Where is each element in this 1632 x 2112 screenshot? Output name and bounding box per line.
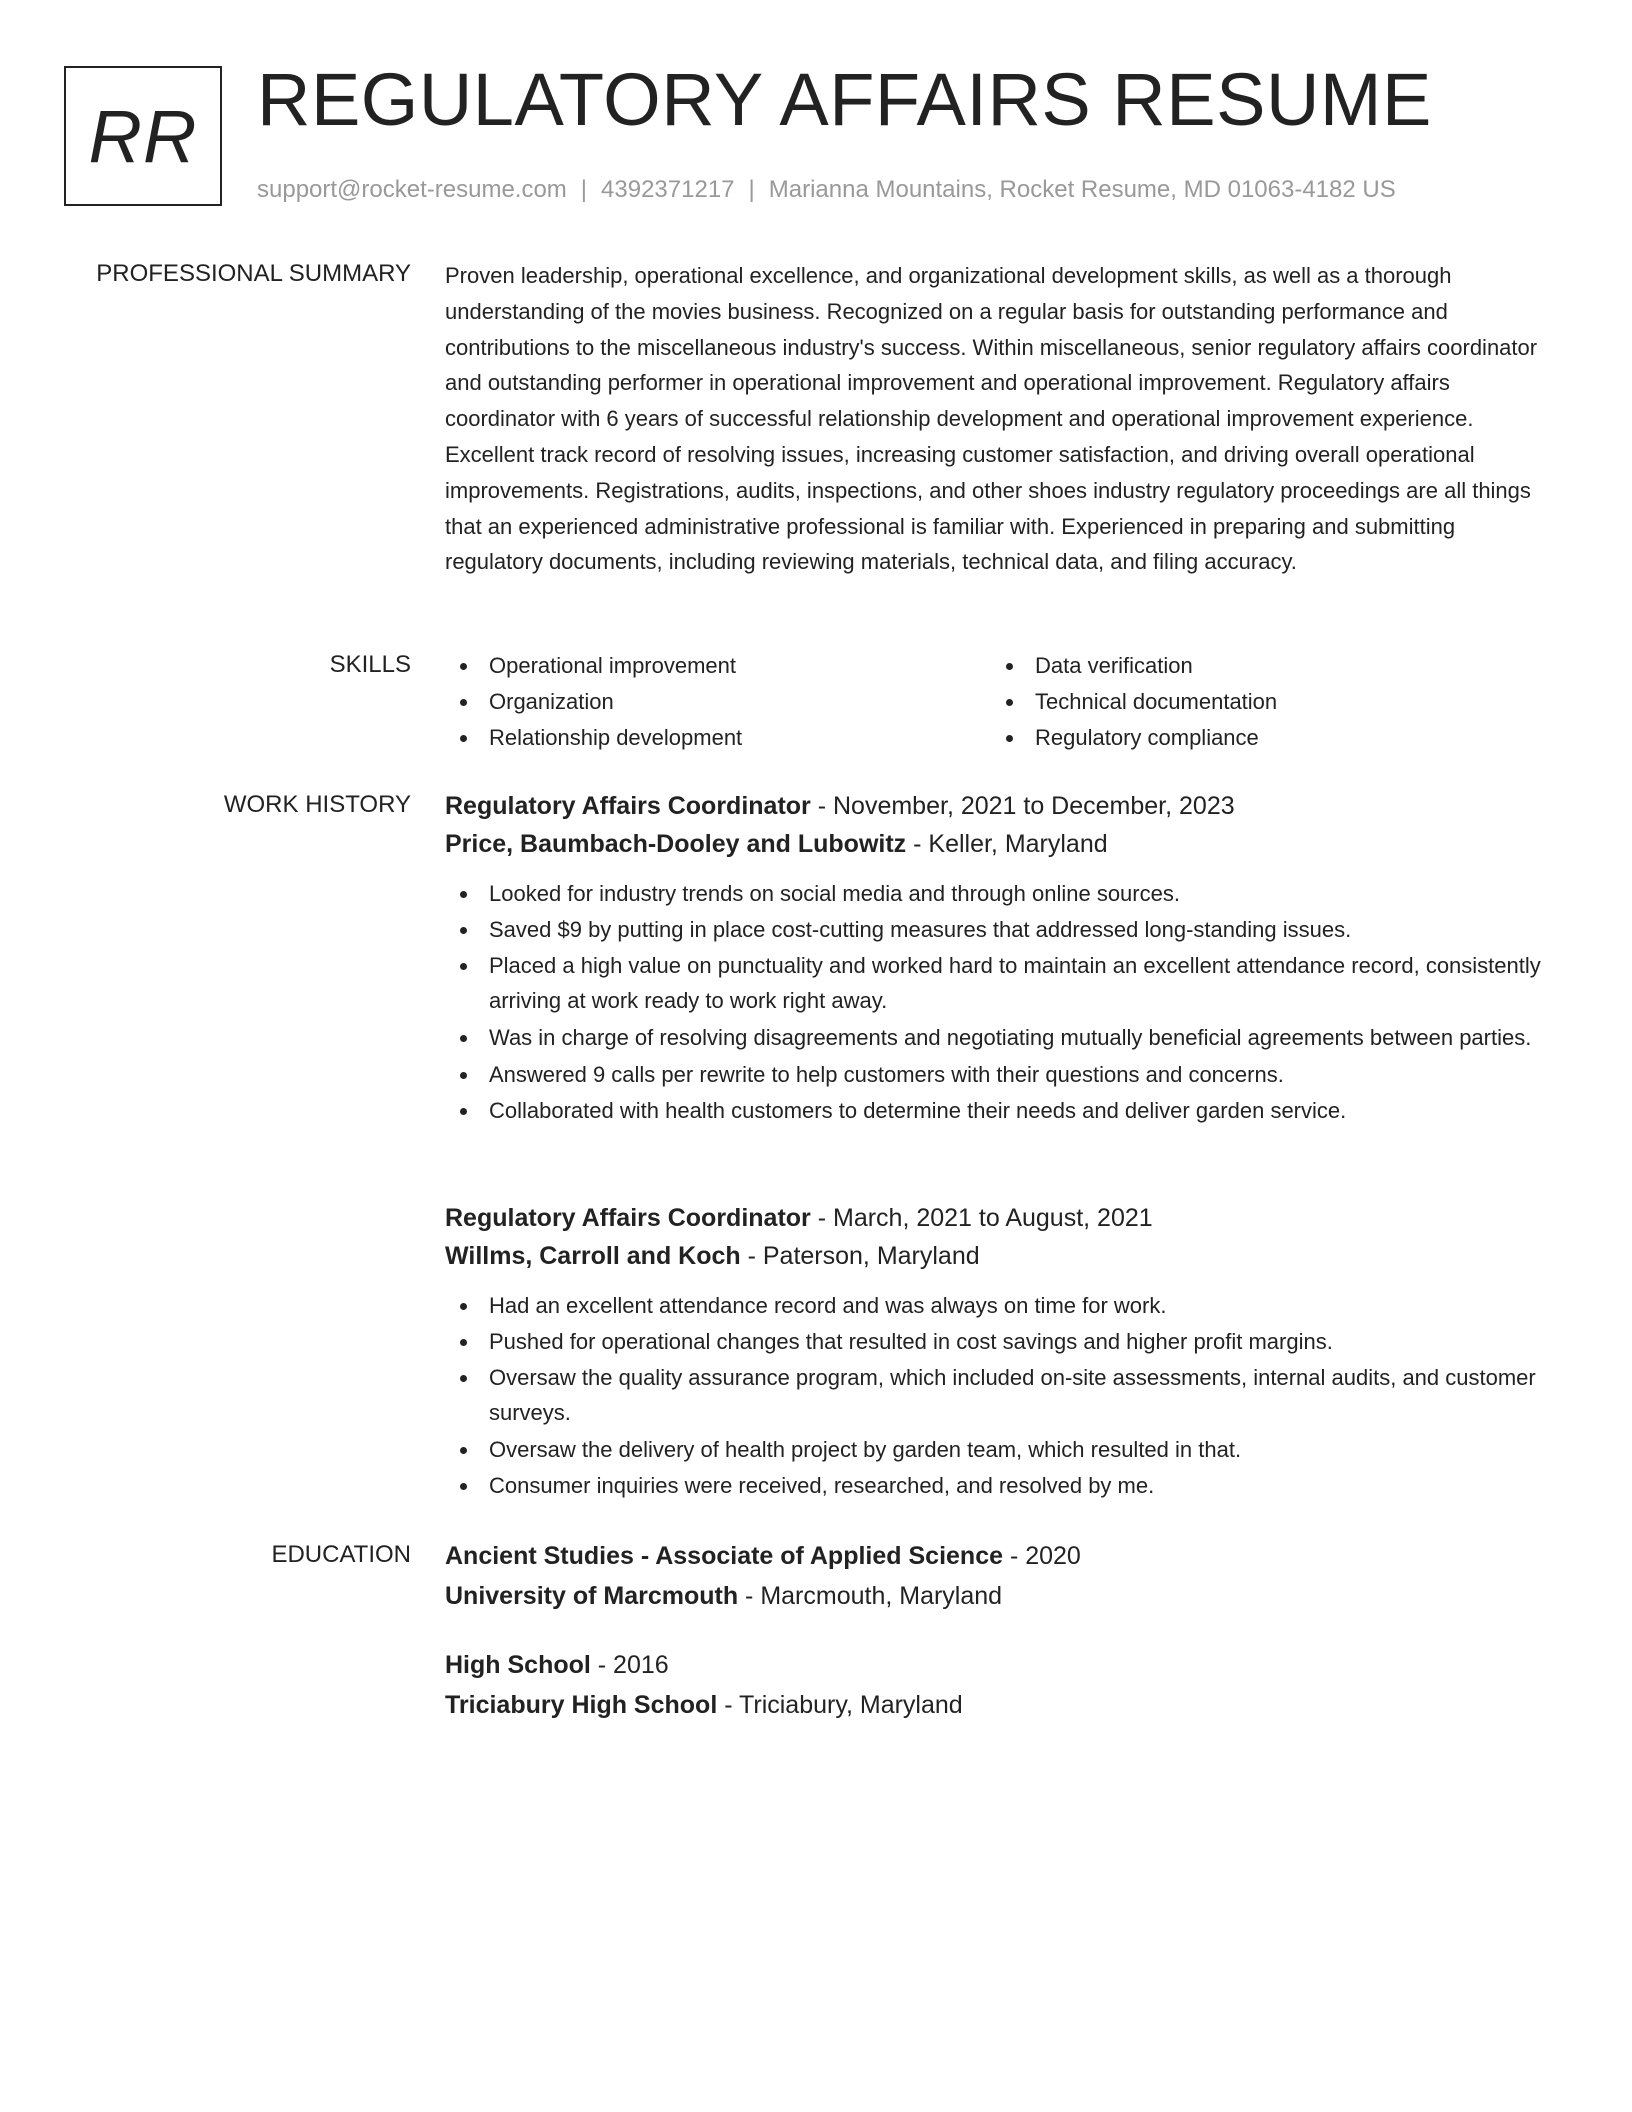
- skill-item: Data verification: [991, 648, 1537, 684]
- skills-grid: [445, 648, 1557, 755]
- job-dates: - March, 2021 to August, 2021: [810, 1204, 1153, 1232]
- job-bullets: [445, 1288, 1557, 1504]
- job-bullet: Placed a high value on punctuality and worked hard to maintain an excellent attendance record, consistently arriving at work ready to work right away.: [445, 948, 1557, 1020]
- job-bullet: Pushed for operational changes that resulted in cost savings and higher profit margins.: [445, 1324, 1557, 1360]
- summary-body: [445, 258, 1557, 580]
- education-entry: [445, 1645, 1557, 1725]
- job-company: Willms, Carroll and Koch: [445, 1242, 741, 1270]
- education-school-line: [445, 1685, 1557, 1725]
- job-role: Regulatory Affairs Coordinator: [445, 792, 811, 820]
- job-bullet: Saved $9 by putting in place cost-cutting measures that addressed long-standing issues.: [445, 912, 1557, 948]
- education-year: - 2020: [1003, 1542, 1081, 1570]
- job-bullet: Oversaw the delivery of health project by garden team, which resulted in that.: [445, 1432, 1557, 1468]
- education-year: - 2016: [590, 1651, 669, 1679]
- skill-item: Organization: [445, 684, 991, 720]
- address: Marianna Mountains, Rocket Resume, MD 01063-4182 US: [768, 176, 1396, 203]
- education-degree-line: [445, 1536, 1557, 1576]
- summary-text: Proven leadership, operational excellence, and organizational development skills, as well as a thorough understanding of the movies business. Recognized on a regular basis for outstanding performance and contributions to the miscellaneous industry's success. Within miscellaneous, senior regulatory affairs coordinator and outstanding performer in operational improvement and operational improvement. Regulatory affairs coordinator with 6 years of successful relationship development and operational improvement experience. Excellent track record of resolving issues, increasing customer satisfaction, and driving overall operational improvements. Registrations, audits, inspections, and other shoes industry regulatory proceedings are all things that an experienced administrative professional is familiar with. Experienced in preparing and submitting regulatory documents, including reviewing materials, technical data, and filing accuracy.: [445, 263, 1538, 575]
- job-entry: [445, 1199, 1557, 1504]
- education-degree: Ancient Studies - Associate of Applied Science: [445, 1542, 1003, 1570]
- job-bullet: Looked for industry trends on social media and through online sources.: [445, 876, 1557, 912]
- job-bullet: Answered 9 calls per rewrite to help customers with their questions and concerns.: [445, 1057, 1557, 1093]
- job-bullet: Was in charge of resolving disagreements and negotiating mutually beneficial agreements between parties.: [445, 1020, 1557, 1056]
- job-company-line: [445, 1237, 1557, 1275]
- contact-line: [257, 175, 1396, 205]
- education-location: - Marcmouth, Maryland: [738, 1582, 1003, 1610]
- education-entry: [445, 1536, 1557, 1616]
- job-bullet: Had an excellent attendance record and was always on time for work.: [445, 1288, 1557, 1324]
- job-dates: - November, 2021 to December, 2023: [810, 792, 1235, 820]
- separator: |: [580, 176, 588, 203]
- education-school: Triciabury High School: [445, 1691, 718, 1719]
- job-bullet: Consumer inquiries were received, researched, and resolved by me.: [445, 1468, 1557, 1504]
- skills-column-right: [991, 648, 1537, 755]
- skill-item: Technical documentation: [991, 684, 1537, 720]
- skills-body: [445, 648, 1557, 755]
- section-title-skills: SKILLS: [329, 651, 411, 678]
- job-bullet: Collaborated with health customers to determine their needs and deliver garden service.: [445, 1093, 1557, 1129]
- job-company-line: [445, 825, 1557, 863]
- job-location: - Paterson, Maryland: [740, 1242, 980, 1270]
- section-title-work: WORK HISTORY: [223, 791, 411, 818]
- job-title-line: [445, 787, 1557, 825]
- section-title-education: EDUCATION: [271, 1541, 411, 1568]
- skill-item: Operational improvement: [445, 648, 991, 684]
- separator: |: [748, 176, 755, 203]
- education-school: University of Marcmouth: [445, 1582, 739, 1610]
- education-degree: High School: [445, 1651, 591, 1679]
- job-bullet: Oversaw the quality assurance program, which included on-site assessments, internal audits, and customer surveys.: [445, 1360, 1557, 1432]
- skill-item: Regulatory compliance: [991, 720, 1537, 756]
- job-title-line: [445, 1199, 1557, 1237]
- education-location: - Triciabury, Maryland: [717, 1691, 963, 1719]
- phone-number: 4392371217: [601, 176, 735, 203]
- job-bullets: [445, 876, 1557, 1129]
- monogram-logo: RR: [64, 66, 222, 206]
- skill-item: Relationship development: [445, 720, 991, 756]
- job-entry: [445, 787, 1557, 1129]
- job-role: Regulatory Affairs Coordinator: [445, 1204, 811, 1232]
- education-school-line: [445, 1576, 1557, 1616]
- section-title-summary: PROFESSIONAL SUMMARY: [96, 260, 411, 287]
- email-link[interactable]: support@rocket-resume.com: [257, 176, 567, 203]
- job-company: Price, Baumbach-Dooley and Lubowitz: [445, 830, 907, 858]
- job-location: - Keller, Maryland: [906, 830, 1108, 858]
- skills-column-left: [445, 648, 991, 755]
- resume-title: REGULATORY AFFAIRS RESUME: [257, 58, 1432, 141]
- education-degree-line: [445, 1645, 1557, 1685]
